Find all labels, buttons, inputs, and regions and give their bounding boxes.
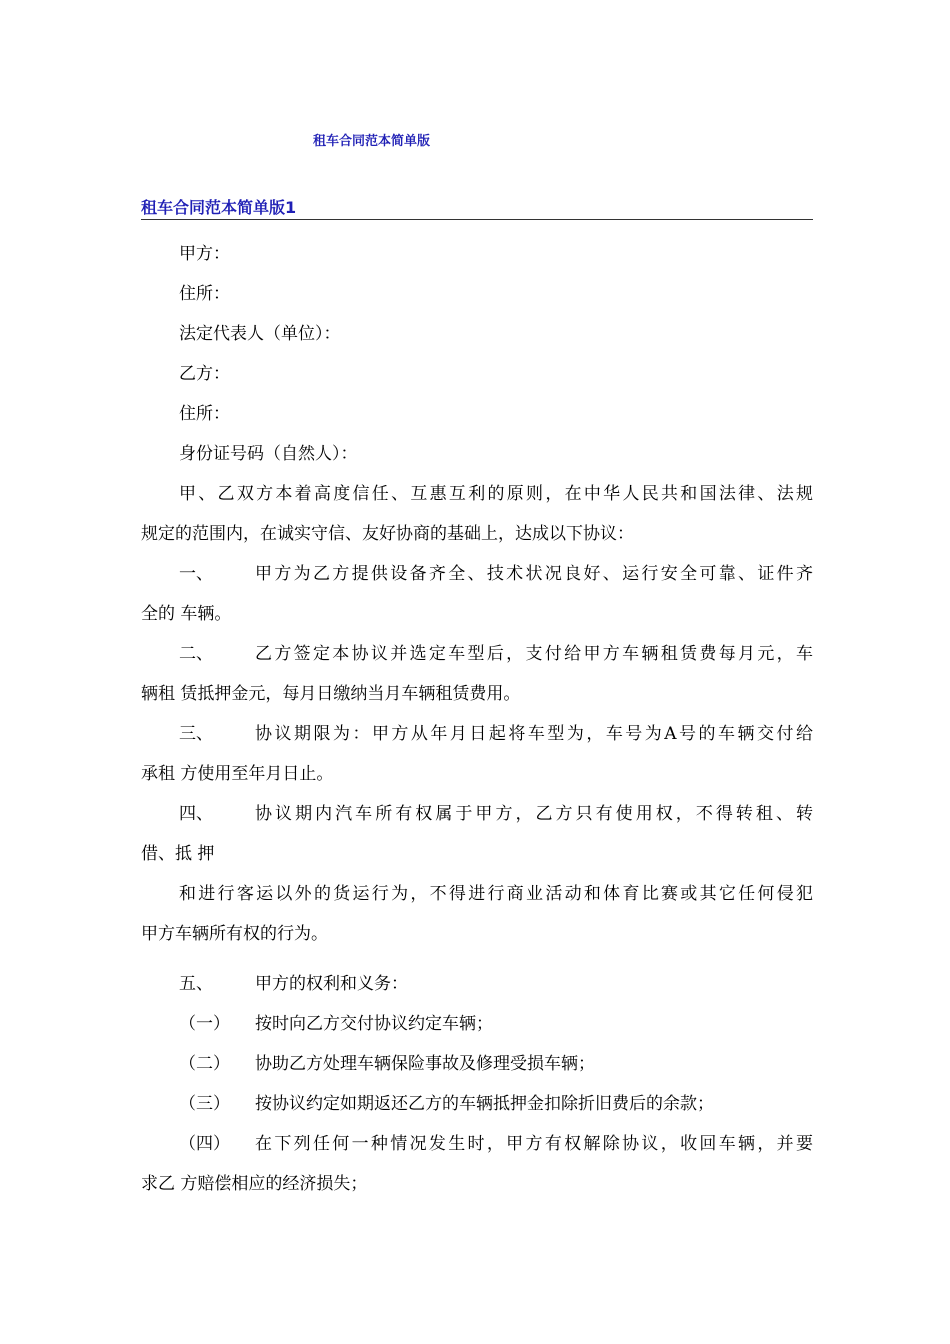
clause-2-number: 二、 <box>179 644 213 664</box>
clause-4-text: 协议期内汽车所有权属于甲方，乙方只有使用权，不得转租、转 <box>255 804 813 824</box>
sub-item-1 <box>141 1010 813 1050</box>
document-body <box>141 240 813 1210</box>
party-b-address-line: 住所： <box>179 404 230 424</box>
clause-4-number: 四、 <box>179 804 213 824</box>
sub-item-4 <box>141 1130 813 1170</box>
clause-3-text: 协议期限为：甲方从年月日起将车型为，车号为A号的车辆交付给 <box>255 724 813 744</box>
clause-5-number: 五、 <box>179 974 213 994</box>
clause-2 <box>141 640 813 680</box>
sub-item-4-number: （四） <box>179 1134 230 1154</box>
clause-5 <box>141 970 813 1010</box>
sub-item-1-text: 按时向乙方交付协议约定车辆； <box>255 1014 493 1034</box>
clause-1 <box>141 560 813 600</box>
sub-item-2-text: 协助乙方处理车辆保险事故及修理受损车辆； <box>255 1054 595 1074</box>
legal-representative-line: 法定代表人（单位）： <box>179 324 341 344</box>
sub-item-3 <box>141 1090 813 1130</box>
sub-item-1-number: （一） <box>179 1014 230 1034</box>
clause-1-number: 一、 <box>179 564 213 584</box>
clause-1-text: 甲方为乙方提供设备齐全、技术状况良好、运行安全可靠、证件齐 <box>255 564 813 584</box>
clause-2-continuation: 辆租 赁抵押金元，每月日缴纳当月车辆租赁费用。 <box>141 684 521 704</box>
clause-4-paragraph-line-1: 和进行客运以外的货运行为，不得进行商业活动和体育比赛或其它任何侵犯 <box>179 884 813 904</box>
sub-item-2 <box>141 1050 813 1090</box>
intro-paragraph-line-2: 规定的范围内，在诚实守信、友好协商的基础上，达成以下协议： <box>141 524 634 544</box>
party-a-address-line: 住所： <box>179 284 230 304</box>
sub-item-3-number: （三） <box>179 1094 230 1114</box>
party-a-line: 甲方： <box>179 244 230 264</box>
clause-4 <box>141 800 813 840</box>
clause-1-continuation: 全的 车辆。 <box>141 604 232 624</box>
clause-3-number: 三、 <box>179 724 213 744</box>
sub-item-4-text: 在下列任何一种情况发生时，甲方有权解除协议，收回车辆，并要 <box>255 1134 813 1154</box>
sub-item-2-number: （二） <box>179 1054 230 1074</box>
clause-5-text: 甲方的权利和义务： <box>255 974 408 994</box>
document-title: 租车合同范本简单版 <box>313 134 431 149</box>
clause-4-continuation: 借、抵 押 <box>141 844 215 864</box>
intro-paragraph-line-1: 甲、乙双方本着高度信任、互惠互利的原则，在中华人民共和国法律、法规 <box>179 484 813 504</box>
clause-4-paragraph-line-2: 甲方车辆所有权的行为。 <box>141 924 328 944</box>
sub-item-3-text: 按协议约定如期返还乙方的车辆抵押金扣除折旧费后的余款； <box>255 1094 714 1114</box>
clause-2-text: 乙方签定本协议并选定车型后，支付给甲方车辆租赁费每月元，车 <box>255 644 813 664</box>
section-heading: 租车合同范本简单版1 <box>141 198 813 220</box>
clause-3 <box>141 720 813 760</box>
party-b-line: 乙方： <box>179 364 230 384</box>
sub-item-4-continuation: 求乙 方赔偿相应的经济损失； <box>141 1174 368 1194</box>
clause-3-continuation: 承租 方使用至年月日止。 <box>141 764 334 784</box>
id-number-line: 身份证号码（自然人）： <box>179 444 358 464</box>
